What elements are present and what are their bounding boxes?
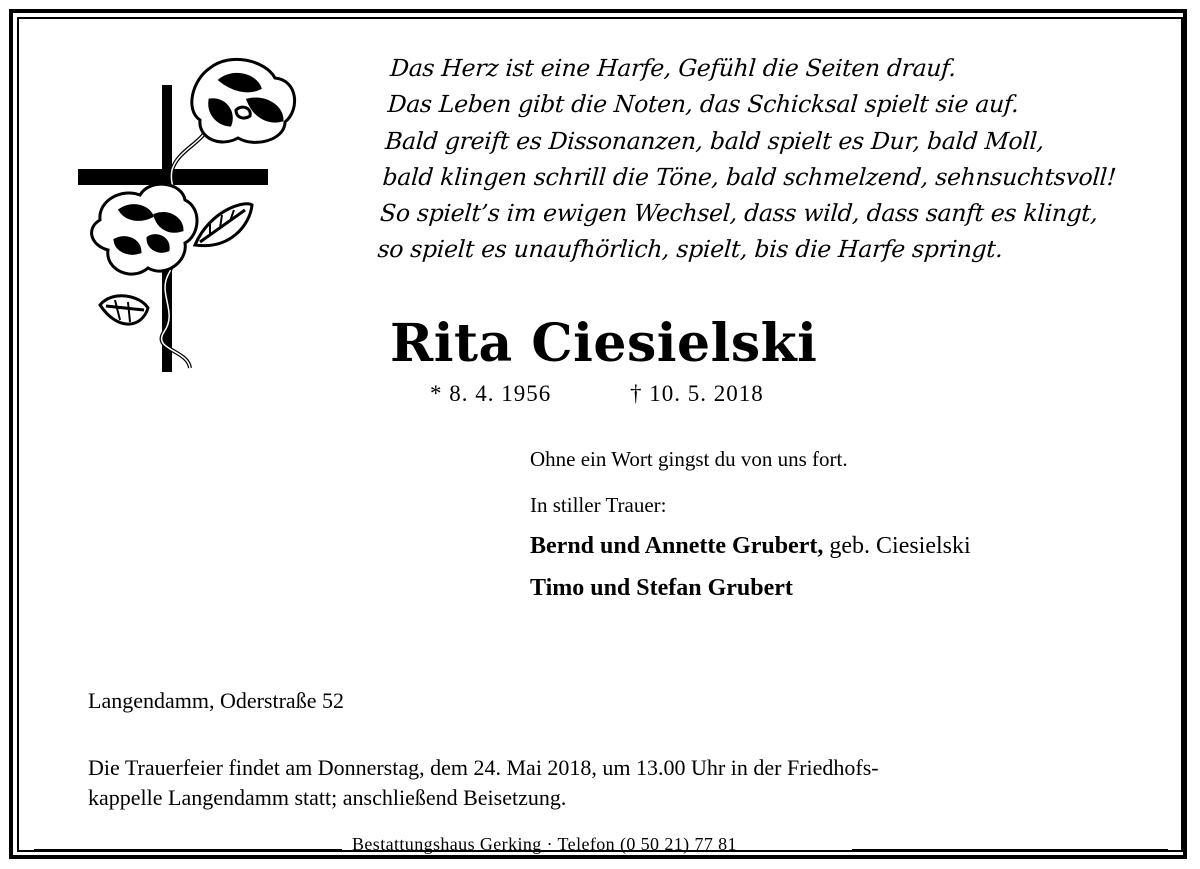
death-date: † 10. 5. 2018	[630, 381, 764, 406]
footer-rule-right	[852, 849, 1168, 852]
poem-line: bald klingen schrill die Töne, bald schmelzend, sehnsuchtsvoll!	[381, 162, 1118, 191]
funeral-home-footer: Bestattungshaus Gerking · Telefon (0 50 21) 77 81	[352, 834, 737, 854]
farewell-quote: Ohne ein Wort gingst du von uns fort.	[530, 447, 848, 471]
poem-line: Bald greift es Dissonanzen, bald spielt es Dur, bald Moll,	[384, 126, 1046, 155]
poem	[376, 50, 1151, 268]
deceased-name: Rita Ciesielski	[390, 313, 818, 374]
mourner-family-1	[530, 533, 971, 560]
funeral-notice	[88, 753, 1128, 813]
poem-line: Das Leben gibt die Noten, das Schicksal spielt sie auf.	[386, 90, 1020, 119]
life-dates	[430, 381, 764, 407]
poem-line: so spielt es unaufhörlich, spielt, bis die Harfe springt.	[376, 235, 1004, 264]
footer-rule-left	[34, 849, 342, 852]
address: Langendamm, Oderstraße 52	[88, 688, 344, 713]
birth-date: * 8. 4. 1956	[430, 381, 552, 406]
poem-line: Das Herz ist eine Harfe, Gefühl die Seiten drauf.	[389, 54, 958, 82]
mourning-intro: In stiller Trauer:	[530, 493, 667, 517]
poem-line: So spielt’s im ewigen Wechsel, dass wild, dass sanft es klingt,	[379, 199, 1099, 228]
cross-with-roses-icon	[60, 50, 310, 380]
notice-line: Die Trauerfeier findet am Donnerstag, dem 24. Mai 2018, um 13.00 Uhr in der Friedhofs-	[88, 755, 879, 780]
mourner-names: Bernd und Annette Grubert,	[530, 533, 824, 559]
maiden-name: geb. Ciesielski	[823, 533, 971, 559]
notice-line: kappelle Langendamm statt; anschließend Beisetzung.	[88, 785, 567, 810]
mourner-family-2: Timo und Stefan Grubert	[530, 575, 793, 601]
